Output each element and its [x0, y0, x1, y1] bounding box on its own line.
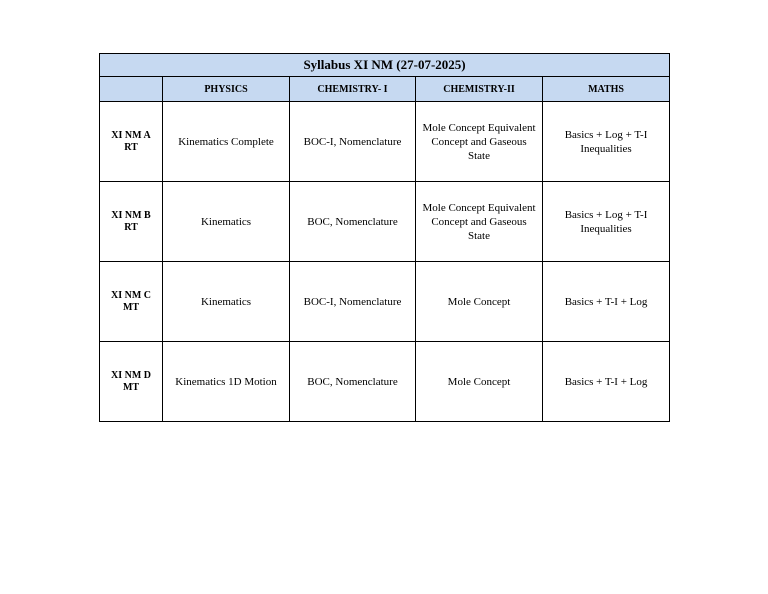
- maths-cell: Basics + Log + T-I Inequalities: [543, 102, 670, 182]
- chemistry-2-cell: Mole Concept: [416, 262, 543, 342]
- table-title: Syllabus XI NM (27-07-2025): [100, 54, 670, 77]
- batch-cell: XI NM D MT: [100, 342, 163, 422]
- batch-cell: XI NM B RT: [100, 182, 163, 262]
- chemistry-1-cell: BOC-I, Nomenclature: [290, 102, 416, 182]
- chemistry-2-cell: Mole Concept Equivalent Concept and Gaseous State: [416, 102, 543, 182]
- header-chemistry-1: CHEMISTRY- I: [290, 77, 416, 102]
- chemistry-2-cell: Mole Concept: [416, 342, 543, 422]
- table-row: [100, 262, 670, 342]
- batch-cell: XI NM C MT: [100, 262, 163, 342]
- header-row: [100, 77, 670, 102]
- chemistry-2-cell: Mole Concept Equivalent Concept and Gaseous State: [416, 182, 543, 262]
- chemistry-1-cell: BOC-I, Nomenclature: [290, 262, 416, 342]
- syllabus-table: [99, 53, 670, 422]
- header-batch: [100, 77, 163, 102]
- header-maths: MATHS: [543, 77, 670, 102]
- chemistry-1-cell: BOC, Nomenclature: [290, 182, 416, 262]
- physics-cell: Kinematics 1D Motion: [163, 342, 290, 422]
- physics-cell: Kinematics: [163, 182, 290, 262]
- maths-cell: Basics + T-I + Log: [543, 342, 670, 422]
- header-chemistry-2: CHEMISTRY-II: [416, 77, 543, 102]
- batch-cell: XI NM A RT: [100, 102, 163, 182]
- header-physics: PHYSICS: [163, 77, 290, 102]
- table-row: [100, 102, 670, 182]
- table-row: [100, 342, 670, 422]
- chemistry-1-cell: BOC, Nomenclature: [290, 342, 416, 422]
- maths-cell: Basics + T-I + Log: [543, 262, 670, 342]
- maths-cell: Basics + Log + T-I Inequalities: [543, 182, 670, 262]
- table-row: [100, 182, 670, 262]
- physics-cell: Kinematics: [163, 262, 290, 342]
- title-row: [100, 54, 670, 77]
- physics-cell: Kinematics Complete: [163, 102, 290, 182]
